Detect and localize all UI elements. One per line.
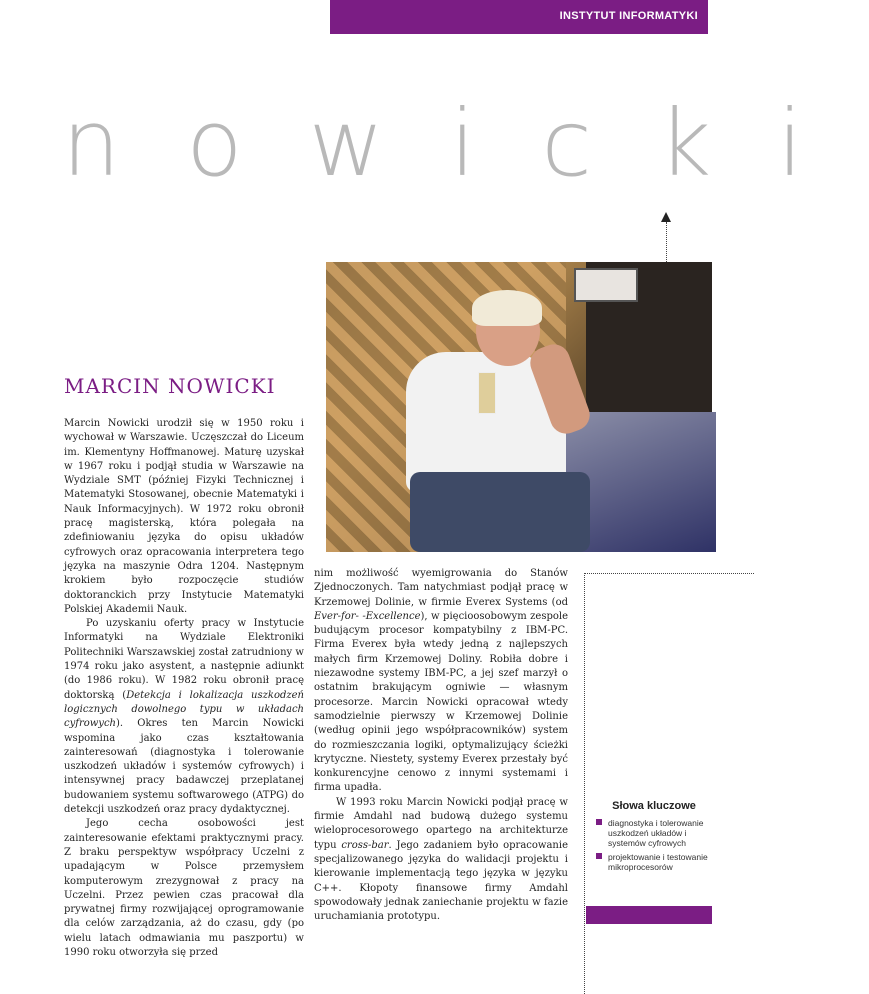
header-label: INSTYTUT INFORMATYKI <box>559 10 698 22</box>
portrait-photo <box>326 262 712 552</box>
arrow-up-icon <box>661 212 671 222</box>
photo-person-hair <box>472 290 542 326</box>
bottom-accent-bar <box>586 906 712 924</box>
paragraph-text: . Jego zadaniem było opracowanie specjalizowanego języka do walidacji projektu i kierowanie implementacją tego języka w języku C++. Kłopoty finansowe firmy Amdahl spowodowały jednak zaniechanie projektu w fazie uruchamiania prototypu. <box>314 839 568 923</box>
text-column-left <box>64 417 304 960</box>
company-motto: Ever-for- -Excellence <box>314 610 421 622</box>
keyword-item <box>596 818 712 848</box>
keyword-item <box>596 852 712 872</box>
big-name-heading: nowicki <box>62 90 869 197</box>
section-title: MARCIN NOWICKI <box>64 374 276 398</box>
keywords-title: Słowa kluczowe <box>612 800 696 812</box>
keyword-text: diagnostyka i tolerowanie uszkodzeń układów i systemów cyfrowych <box>608 818 704 848</box>
paragraph <box>314 567 568 796</box>
dotted-line-upper <box>666 222 667 262</box>
square-bullet-icon <box>596 853 602 859</box>
paragraph-text: ), w pięcioosobowym zespole budującym procesor kompatybilny z IBM-PC. Firma Everex była wtedy jedną z najlepszych małych firm Krzemowej Doliny. Robiła dobre i niezawodne systemy IBM-PC, a jej szef marzył o ostatnim brakującym ogniwie — własnym procesorze. Marcin Nowicki opracował wtedy samodzielnie pierwszy w Krzemowej Dolinie (według opinii jego współpracowników) system do rozmieszczania logiki, optymalizujący ścieżki krytyczne. Niestety, systemy Everex przestały być konkurencyjne cenowo z innymi systemami i firma upadła. <box>314 610 568 794</box>
dotted-line-horizontal <box>584 573 754 574</box>
photo-person-jeans <box>410 472 590 552</box>
keyword-text: projektowanie i testowanie mikroprocesorów <box>608 852 708 872</box>
dotted-line-lower <box>584 573 585 994</box>
paragraph: Marcin Nowicki urodził się w 1950 roku i wychował w Warszawie. Uczęszczał do Liceum im. Klementyny Hoffmanowej. Maturę uzyskał w 1967 roku i podjął studia w Warszawie na Wydziale SMT (później Fizyki Technicznej i Matematyki Stosowanej, obecnie Matematyki i Nauk Informacyjnych). W 1972 roku obronił pracę magisterską, która polegała na zdefiniowaniu języka do opisu układów cyfrowych oraz opracowania interpretera tego języka na maszynie Odra 1204. Następnym krokiem było rozpoczęcie studiów doktoranckich przy Instytucie Matematyki Polskiej Akademii Nauk. <box>64 418 304 615</box>
paragraph <box>64 617 304 817</box>
text-column-middle <box>314 567 568 924</box>
photo-tv <box>574 268 638 302</box>
paragraph: Jego cecha osobowości jest zainteresowanie efektami praktycznymi pracy. Z braku perspektyw współpracy Uczelni z upadającym w Polsce przemysłem komputerowym zrezygnował z pracy na Uczelni. Przez pewien czas pracował dla prywatnej firmy rozwijającej oprogramowanie dla celów zarządzania, aż do czasu, gdy (po wielu latach odmawiania mu paszportu) w 1990 roku otworzyła się przed <box>64 818 304 958</box>
architecture-term: cross-bar <box>341 839 389 851</box>
paragraph-text: nim możliwość wyemigrowania do Stanów Zjednoczonych. Tam natychmiast podjął pracę w Krzemowej Dolinie, w firmie Everex Systems (od <box>314 568 568 608</box>
paragraph-text: Po uzyskaniu oferty pracy w Instytucie Informatyki na Wydziale Elektroniki Politechniki Warszawskiej został zatrudniony w 1974 roku jako asystent, a następnie adiunkt (do 1986 roku). W 1982 roku obronił pracę doktorską ( <box>64 618 304 701</box>
paragraph <box>314 796 568 925</box>
header-bar <box>330 0 708 34</box>
keywords-box <box>596 800 712 876</box>
photo-glass <box>478 372 496 414</box>
paragraph-text: ). Okres ten Marcin Nowicki wspomina jako czas kształtowania zainteresowań (diagnostyka i tolerowanie uszkodzeń układów i systemów cyfrowych) i intensywnej pracy badawczej przeplatanej budowaniem systemu softwarowego (ATPG) do detekcji uszkodzeń oraz pracy dydaktycznej. <box>64 718 304 816</box>
thesis-title: Detekcja i lokalizacja uszkodzeń logicznych dowolnego typu w układach cyfrowych <box>64 689 304 730</box>
paragraph-text: W 1993 roku Marcin Nowicki podjął pracę w firmie Amdahl nad budową dużego systemu wieloprocesorowego opartego na architekturze typu <box>314 796 568 851</box>
square-bullet-icon <box>596 819 602 825</box>
